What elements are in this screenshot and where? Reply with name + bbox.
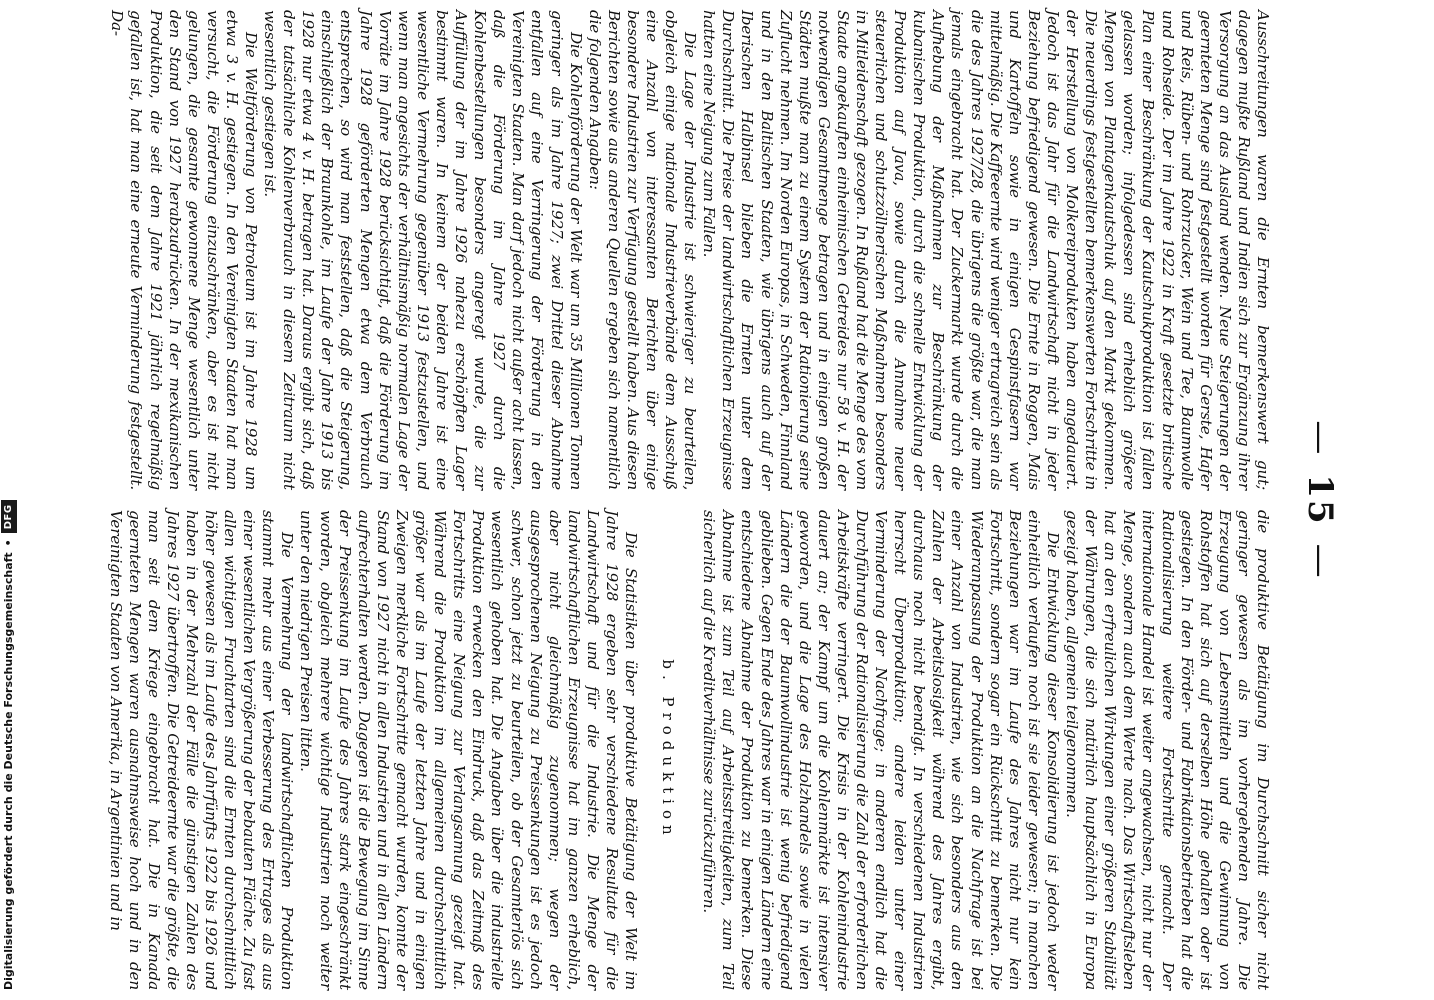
- text-column-left: [108, 10, 1272, 490]
- dfg-logo-icon: DFG: [1, 500, 17, 533]
- paragraph: Die Kohlenförderung der Welt war um 35 Millionen Tonnen geringer als im Jahre 1927; zwei Drittel dieser Abnahme entfallen auf eine Verringerung der Förderung in den Vereinigten Staaten. Man darf jedoch nicht außer acht lassen, daß die Förderung im Jahre 1927 durch die Kohlenbestellungen besonders angeregt wurde, die zur Auffüllung der im Jahre 1926 nahezu erschöpften Lager bestimmt waren. In keinem der beiden Jahre ist eine wesentliche Vermehrung gegenüber 1913 festzustellen, und wenn man angesichts der verhältnismäßig normalen Lage der Vorräte im Jahre 1928 berücksichtigt, daß die Förderung im Jahre 1928 geförderten Mengen etwa dem Verbrauch entsprechen, so wird man feststellen, daß die Steigerung, einschließlich der Braunkohle, im Laufe der Jahre 1913 bis 1928 nur etwa 4 v. H. betragen hat. Daraus ergibt sich, daß der tatsächliche Kohlenverbrauch in diesem Zeitraum nicht wesentlich gestiegen ist.: [261, 10, 585, 490]
- footer-text-rotated: [0, 0, 18, 1000]
- paragraph: Die Weltförderung von Petroleum ist im Jahre 1928 um etwa 3 v. H. gestiegen. In den Vereinigten Staaten hat man versucht, die Förderung einzuschränken, aber es ist nicht gelungen, die gesamte gewonnene Menge wesentlich unter den Stand von 1927 herabzudrücken. In der mexikanischen Produktion, die seit dem Jahre 1921 jährlich regelmäßig gefallen ist, hat man eine erneute Verminderung festgestellt. Da-: [108, 10, 261, 490]
- page-header: [1290, 0, 1350, 1000]
- paragraph: Die Statistiken über produktive Betätigung der Welt im Jahre 1928 ergeben sehr verschiedene Resultate für die Landwirtschaft und für die Industrie. Die Menge der landwirtschaftlichen Erzeugnisse hat im ganzen erheblich, aber nicht gleichmäßig zugenommen; wegen der ausgesprochenen Neigung zu Preissenkungen ist es jedoch schwer, schon jetzt zu beurteilen, ob der Gesamterlös sich wesentlich gehoben hat. Die Angaben über die industrielle Produktion erwecken den Eindruck, daß das Zeitmaß des Fortschritts eine Neigung zur Verlangsamung gezeigt hat. Während die Produktion im allgemeinen durchschnittlich größer war als im Laufe der letzten Jahre und in einigen Zweigen merkliche Fortschritte gemacht wurden, konnte der Stand von 1927 nicht in allen Industrien und in allen Ländern aufrechterhalten werden. Dagegen ist die Bewegung im Sinne der Preissenkung im Laufe des Jahres stark eingeschränkt worden, obgleich mehrere wichtige Industrien noch weiter unter den niedrigen Preisen litten.: [297, 510, 641, 990]
- text-column-right: [106, 510, 1272, 990]
- footer-dot: •: [2, 539, 15, 547]
- digitization-footer: [0, 0, 18, 1000]
- section-heading: b. Produktion: [659, 659, 678, 841]
- footer-credit: Digitalisierung gefördert durch die Deutsche Forschungsgemeinschaft: [2, 552, 15, 990]
- paragraph: Die Entwicklung dieser Konsolidierung ist jedoch weder einheitlich verlaufen noch ist sie leider gewesen; in manchen Beziehungen war im Laufe des Jahres nicht nur kein Fortschritt, sondern sogar ein Rückschritt zu bemerken. Die Wiederanpassung der Produktion an die Nachfrage ist bei einer Anzahl von Industrien, wie sich besonders aus den Zahlen der Arbeitslosigkeit während des Jahres ergibt, durchaus noch nicht beendigt. In verschiedenen Industrien herrscht Überproduktion; andere leiden unter einer Verminderung der Nachfrage; in anderen endlich hat die Durchführung der Rationalisierung die Zahl der erforderlichen Arbeitskräfte verringert. Die Krisis in der Kohlenindustrie dauert an; der Kampf um die Kohlenmärkte ist intensiver geworden, und die Lage des Holzhandels sowie in vielen Ländern die der Baumwollindustrie ist wenig befriedigend geblieben. Gegen Ende des Jahres war in einigen Ländern eine entschiedene Abnahme der Produktion zu bemerken. Diese Abnahme ist zum Teil auf Arbeitsstreitigkeiten, zum Teil sicherlich auf die Kreditverhältnisse zurückzuführen.: [700, 510, 1062, 990]
- header-dash-left: —: [1300, 420, 1340, 457]
- paragraph: Ausschreitungen waren die Ernten bemerkenswert gut; dagegen mußte Rußland und Indien sich zur Ergänzung ihrer Versorgung an das Ausland wenden. Neue Steigerungen der geernteten Menge sind festgestellt worden für Gerste, Hafer und Reis, Rüben- und Rohrzucker, Wein und Tee, Baumwolle und Rohseide. Der im Jahre 1922 in Kraft gesetzte britische Plan einer Beschränkung der Kautschukproduktion ist fallen gelassen worden; infolgedessen sind erheblich größere Mengen von Plantagenkautschuk auf den Markt gekommen. Die neuerdings festgestellten bemerkenswerten Fortschritte in der Herstellung von Molkereiprodukten haben angedauert. Jedoch ist das Jahr für die Landwirtschaft nicht in jeder Beziehung befriedigend gewesen. Die Ernte in Roggen, Mais und Kartoffeln sowie in einigen Gespinstfasern war mittelmäßig. Die Kaffeeernte wird weniger ertragreich sein als die des Jahres 1927/28, die übrigens die größte war, die man jemals eingebracht hat. Der Zuckermarkt wurde durch die Aufhebung der Maßnahmen zur Beschränkung der kubanischen Produktion, durch die schnelle Entwicklung der Produktion auf Java, sowie durch die Annahme neuer steuerlichen und schutzzöllnerischen Maßnahmen besonders in Mitleidenschaft gezogen. In Rußland hat die Menge des vom Staate angekauften einheimischen Getreides nur 58 v. H. der notwendigen Gesamtmenge betragen und in einigen großen Städten mußte man zu einem System der Rationierung seine Zuflucht nehmen. Im Norden Europas, in Schweden, Finnland und in den Baltischen Staaten, wie übrigens auch auf der Iberischen Halbinsel blieben die Ernten unter dem Durchschnitt. Die Preise der landwirtschaftlichen Erzeugnisse hatten eine Neigung zum Fallen.: [700, 10, 1272, 490]
- page-number: 15: [1300, 474, 1340, 526]
- paragraph: Die Vermehrung der landwirtschaftlichen Produktion stammt mehr aus einer Verbesserung des Ertrages als aus einer wesentlichen Vergrößerung der bebauten Fläche. Zu fast allen wichtigen Fruchtarten sind die Ernten durchschnittlich höher gewesen als im Laufe des Jahrfünfts 1922 bis 1926 und haben in der Mehrzahl der Fälle die günstigen Zahlen des Jahres 1927 übertroffen. Die Getreideernte war die größte, die man seit dem Kriege eingebracht hat. Die in Kanada geernteten Mengen waren ausnahmsweise hoch und in den Vereinigten Staaten von Amerika, in Argentinien und in: [106, 510, 297, 990]
- rotated-page-content: [106, 0, 1350, 1000]
- paragraph: Die Lage der Industrie ist schwieriger zu beurteilen, obgleich einige nationale Industrieverbände dem Ausschuß eine Anzahl von interessanten Berichten über einige besondere Industrien zur Verfügung gestellt haben. Aus diesen Berichten sowie aus anderen Quellen ergeben sich namentlich die folgenden Angaben:: [585, 10, 700, 490]
- header-dash-right: —: [1300, 543, 1340, 580]
- paragraph: die produktive Betätigung im Durchschnitt sicher nicht geringer gewesen als im vorhergehenden Jahre. Die Erzeugung von Lebensmitteln und die Gewinnung von Rohstoffen hat sich auf derselben Höhe gehalten oder ist gestiegen. In den Förder- und Fabrikationsbetrieben hat die Rationalisierung weitere Fortschritte gemacht. Der internationale Handel ist weiter angewachsen, nicht nur der Menge, sondern auch dem Werte nach. Das Wirtschaftsleben hat an den erfreulichen Wirkungen einer größeren Stabilität der Währungen, die sich natürlich hauptsächlich in Europa gezeigt haben, allgemein teilgenommen.: [1063, 510, 1272, 990]
